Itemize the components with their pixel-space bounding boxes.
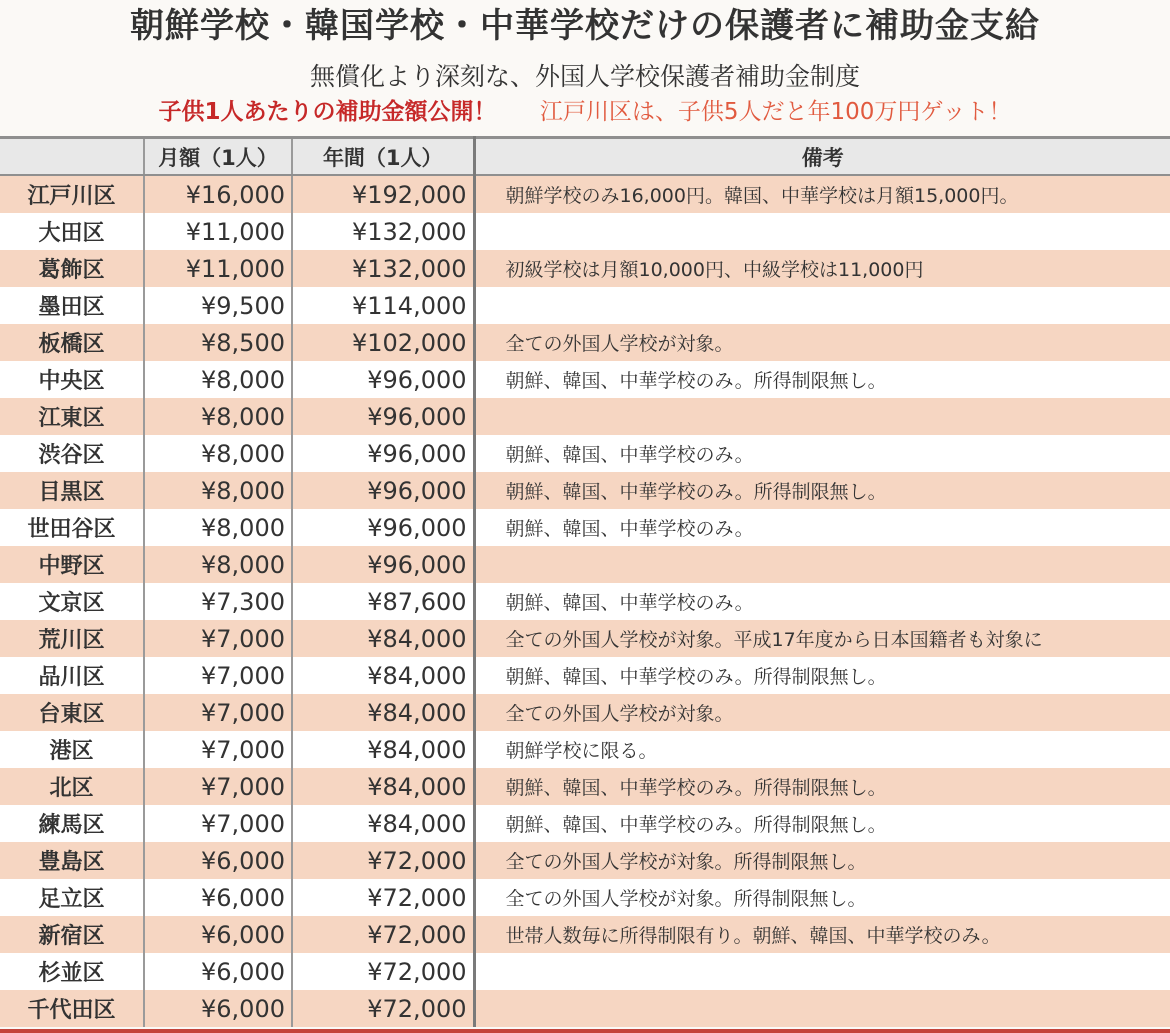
annual-amount-cell: ¥72,000	[292, 953, 474, 990]
ward-cell: 葛飾区	[0, 250, 144, 287]
monthly-amount-cell: ¥8,000	[144, 361, 292, 398]
annual-amount-cell: ¥96,000	[292, 472, 474, 509]
note-cell: 朝鮮、韓国、中華学校のみ。	[474, 583, 1170, 620]
page-title: 朝鮮学校・韓国学校・中華学校だけの保護者に補助金支給	[130, 6, 1040, 46]
monthly-amount-cell: ¥7,000	[144, 657, 292, 694]
note-cell: 朝鮮、韓国、中華学校のみ。所得制限無し。	[474, 657, 1170, 694]
monthly-amount-cell: ¥6,000	[144, 953, 292, 990]
annual-amount-cell: ¥102,000	[292, 324, 474, 361]
table-row	[0, 583, 1170, 620]
annual-amount-cell: ¥114,000	[292, 287, 474, 324]
ward-cell: 江東区	[0, 398, 144, 435]
monthly-amount-cell: ¥11,000	[144, 250, 292, 287]
table-row	[0, 509, 1170, 546]
note-cell: 全ての外国人学校が対象。	[474, 694, 1170, 731]
ward-cell: 江戸川区	[0, 175, 144, 213]
annual-amount-cell: ¥84,000	[292, 657, 474, 694]
table-row	[0, 287, 1170, 324]
table-row	[0, 731, 1170, 768]
monthly-amount-cell: ¥16,000	[144, 175, 292, 213]
ward-cell: 杉並区	[0, 953, 144, 990]
table-row	[0, 546, 1170, 583]
monthly-amount-cell: ¥6,000	[144, 990, 292, 1027]
table-row	[0, 990, 1170, 1027]
monthly-amount-cell: ¥6,000	[144, 842, 292, 879]
ward-cell: 千代田区	[0, 990, 144, 1027]
note-cell: 朝鮮学校に限る。	[474, 731, 1170, 768]
note-cell	[474, 953, 1170, 990]
ward-cell: 荒川区	[0, 620, 144, 657]
table-row	[0, 213, 1170, 250]
note-cell: 朝鮮、韓国、中華学校のみ。所得制限無し。	[474, 805, 1170, 842]
monthly-amount-cell: ¥7,000	[144, 694, 292, 731]
ward-cell: 板橋区	[0, 324, 144, 361]
note-cell	[474, 287, 1170, 324]
annual-amount-cell: ¥96,000	[292, 361, 474, 398]
table-row	[0, 361, 1170, 398]
table-row	[0, 657, 1170, 694]
table-row	[0, 768, 1170, 805]
annual-amount-cell: ¥84,000	[292, 805, 474, 842]
annual-amount-cell: ¥84,000	[292, 768, 474, 805]
annual-amount-cell: ¥132,000	[292, 250, 474, 287]
page-subtitle: 無償化より深刻な、外国人学校保護者補助金制度	[309, 62, 860, 91]
headline	[0, 96, 1170, 128]
annual-amount-cell: ¥84,000	[292, 620, 474, 657]
annual-amount-cell: ¥72,000	[292, 916, 474, 953]
note-cell: 全ての外国人学校が対象。平成17年度から日本国籍者も対象に	[474, 620, 1170, 657]
monthly-amount-cell: ¥6,000	[144, 879, 292, 916]
note-cell: 朝鮮、韓国、中華学校のみ。所得制限無し。	[474, 472, 1170, 509]
bottom-border	[0, 1029, 1170, 1033]
table-row	[0, 694, 1170, 731]
annual-amount-cell: ¥96,000	[292, 398, 474, 435]
table-row	[0, 435, 1170, 472]
note-cell: 全ての外国人学校が対象。所得制限無し。	[474, 842, 1170, 879]
annual-amount-cell: ¥84,000	[292, 731, 474, 768]
headline-orange-text: 江戸川区は、子供5人だと年100万円ゲット！	[539, 99, 1012, 125]
note-cell	[474, 213, 1170, 250]
monthly-amount-cell: ¥9,500	[144, 287, 292, 324]
ward-cell: 中央区	[0, 361, 144, 398]
table-row	[0, 805, 1170, 842]
table-row	[0, 250, 1170, 287]
ward-cell: 渋谷区	[0, 435, 144, 472]
note-cell	[474, 990, 1170, 1027]
annual-amount-cell: ¥96,000	[292, 509, 474, 546]
table-body	[0, 175, 1170, 1027]
table-row	[0, 879, 1170, 916]
note-cell	[474, 398, 1170, 435]
ward-cell: 台東区	[0, 694, 144, 731]
table-row	[0, 398, 1170, 435]
ward-cell: 練馬区	[0, 805, 144, 842]
column-header-annual: 年間（1人）	[292, 138, 474, 176]
ward-cell: 足立区	[0, 879, 144, 916]
table-row	[0, 472, 1170, 509]
monthly-amount-cell: ¥11,000	[144, 213, 292, 250]
annual-amount-cell: ¥192,000	[292, 175, 474, 213]
monthly-amount-cell: ¥8,500	[144, 324, 292, 361]
annual-amount-cell: ¥96,000	[292, 546, 474, 583]
monthly-amount-cell: ¥8,000	[144, 509, 292, 546]
note-cell: 朝鮮、韓国、中華学校のみ。	[474, 509, 1170, 546]
ward-cell: 新宿区	[0, 916, 144, 953]
note-cell: 全ての外国人学校が対象。	[474, 324, 1170, 361]
ward-cell: 品川区	[0, 657, 144, 694]
monthly-amount-cell: ¥8,000	[144, 472, 292, 509]
ward-cell: 港区	[0, 731, 144, 768]
ward-cell: 北区	[0, 768, 144, 805]
monthly-amount-cell: ¥8,000	[144, 435, 292, 472]
table-row	[0, 916, 1170, 953]
ward-cell: 世田谷区	[0, 509, 144, 546]
headline-red-text: 子供1人あたりの補助金額公開！	[158, 99, 497, 125]
monthly-amount-cell: ¥7,000	[144, 731, 292, 768]
table-row	[0, 842, 1170, 879]
table-row	[0, 324, 1170, 361]
note-cell	[474, 546, 1170, 583]
ward-cell: 文京区	[0, 583, 144, 620]
note-cell: 朝鮮学校のみ16,000円。韓国、中華学校は月額15,000円。	[474, 175, 1170, 213]
ward-cell: 目黒区	[0, 472, 144, 509]
annual-amount-cell: ¥84,000	[292, 694, 474, 731]
subsidy-table	[0, 136, 1170, 1027]
table-header-row	[0, 138, 1170, 176]
annual-amount-cell: ¥96,000	[292, 435, 474, 472]
monthly-amount-cell: ¥7,000	[144, 768, 292, 805]
table-row	[0, 953, 1170, 990]
monthly-amount-cell: ¥6,000	[144, 916, 292, 953]
document-header	[0, 0, 1170, 136]
column-header-ward	[0, 138, 144, 176]
column-header-monthly: 月額（1人）	[144, 138, 292, 176]
table-row	[0, 175, 1170, 213]
monthly-amount-cell: ¥7,300	[144, 583, 292, 620]
ward-cell: 中野区	[0, 546, 144, 583]
annual-amount-cell: ¥72,000	[292, 990, 474, 1027]
monthly-amount-cell: ¥8,000	[144, 546, 292, 583]
note-cell: 朝鮮、韓国、中華学校のみ。所得制限無し。	[474, 361, 1170, 398]
note-cell: 世帯人数毎に所得制限有り。朝鮮、韓国、中華学校のみ。	[474, 916, 1170, 953]
monthly-amount-cell: ¥7,000	[144, 805, 292, 842]
note-cell: 初級学校は月額10,000円、中級学校は11,000円	[474, 250, 1170, 287]
note-cell: 朝鮮、韓国、中華学校のみ。	[474, 435, 1170, 472]
annual-amount-cell: ¥87,600	[292, 583, 474, 620]
note-cell: 朝鮮、韓国、中華学校のみ。所得制限無し。	[474, 768, 1170, 805]
ward-cell: 墨田区	[0, 287, 144, 324]
annual-amount-cell: ¥72,000	[292, 879, 474, 916]
table-row	[0, 620, 1170, 657]
annual-amount-cell: ¥72,000	[292, 842, 474, 879]
annual-amount-cell: ¥132,000	[292, 213, 474, 250]
column-header-notes: 備考	[474, 138, 1170, 176]
ward-cell: 大田区	[0, 213, 144, 250]
ward-cell: 豊島区	[0, 842, 144, 879]
note-cell: 全ての外国人学校が対象。所得制限無し。	[474, 879, 1170, 916]
monthly-amount-cell: ¥8,000	[144, 398, 292, 435]
monthly-amount-cell: ¥7,000	[144, 620, 292, 657]
